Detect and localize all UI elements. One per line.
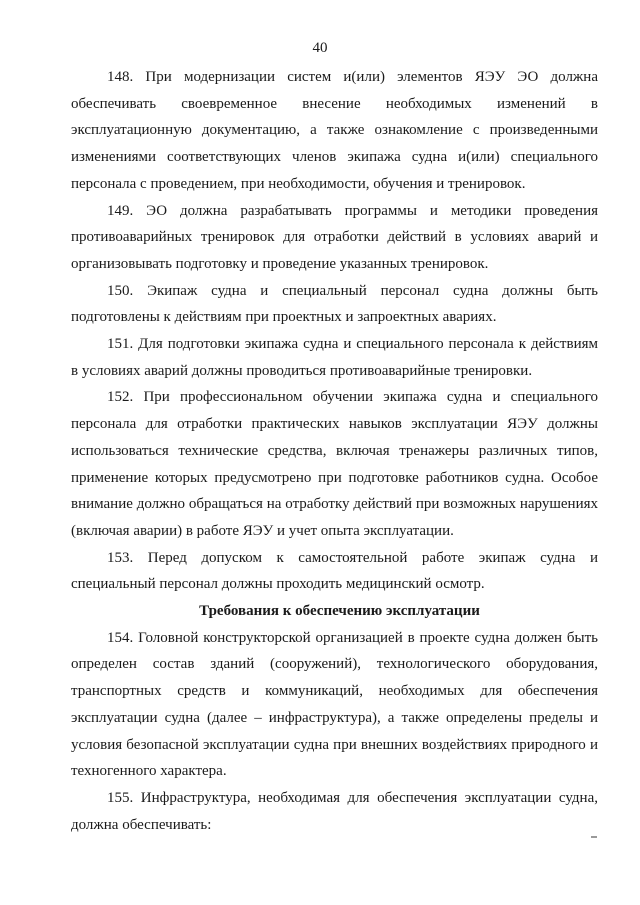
paragraph-153: 153. Перед допуском к самостоятельной работе экипаж судна и специальный персонал должны проходить медицинский осмотр. [71, 549, 598, 593]
paragraph-152: 152. При профессиональном обучении экипажа судна и специального персонала для отработки практических навыков эксплуатации ЯЭУ должны использоваться технические средства, включая тренажеры различных типов, применение которых предусмотрено при подготовке работников судна. Особое внимание должно обращаться на отработку действий при возможных нарушениях (включая аварии) в работе ЯЭУ и учет опыта эксплуатации. [71, 389, 598, 539]
paragraph-155: 155. Инфраструктура, необходимая для обеспечения эксплуатации судна, должна обеспечивать: [71, 789, 598, 833]
document-body [71, 64, 598, 838]
paragraph-151: 151. Для подготовки экипажа судна и специального персонала к действиям в условиях аварий должны проводиться противоаварийные тренировки. [71, 336, 598, 379]
paragraph-149: 149. ЭО должна разрабатывать программы и методики проведения противоаварийных тренировок для отработки действий в условиях аварий и организовывать подготовку и проведение указанных тренировок. [71, 202, 598, 272]
paragraph-148: 148. При модернизации систем и(или) элементов ЯЭУ ЭО должна обеспечивать своевременное внесение необходимых изменений в эксплуатационную документацию, а также ознакомление с произведенными изменениями соответствующих членов экипажа судна и(или) специального персонала с проведением, при необходимости, обучения и тренировок. [71, 69, 598, 192]
section-heading: Требования к обеспечению эксплуатации [199, 603, 480, 620]
page-number: 40 [312, 40, 328, 56]
paragraph-154: 154. Головной конструкторской организацией в проекте судна должен быть определен состав зданий (сооружений), технологического оборудования, транспортных средств и коммуникаций, необходимых для обеспечения эксплуатации судна (далее – инфраструктура), а также определены пределы и условия безопасной эксплуатации судна при внешних воздействиях природного и техногенного характера. [71, 629, 598, 780]
scan-mark [591, 836, 597, 838]
paragraph-150: 150. Экипаж судна и специальный персонал судна должны быть подготовлены к действиям при проектных и запроектных авариях. [71, 282, 598, 326]
